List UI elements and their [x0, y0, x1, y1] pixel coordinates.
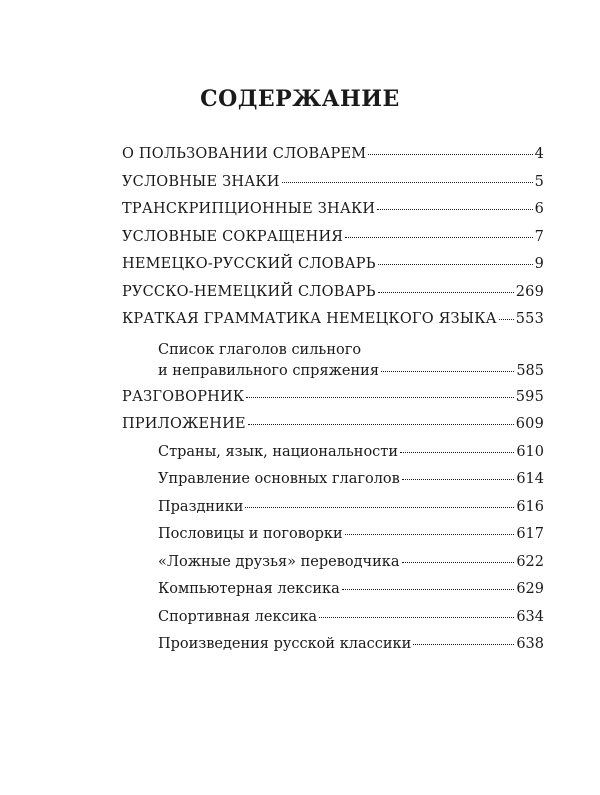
- toc-entry-label: Произведения русской классики: [158, 636, 412, 652]
- toc-entry-label: ПРИЛОЖЕНИЕ: [122, 416, 246, 432]
- toc-entry[interactable]: [122, 339, 544, 389]
- dot-leader: [345, 533, 515, 535]
- toc-entry[interactable]: [122, 581, 544, 609]
- toc-entry[interactable]: [122, 444, 544, 472]
- toc-entry[interactable]: [122, 471, 544, 499]
- dot-leader: [368, 153, 532, 155]
- toc-entry-page: 629: [516, 581, 544, 597]
- toc-entry-label: «Ложные друзья» переводчика: [158, 553, 400, 570]
- toc-entry-label: Управление основных глаголов: [158, 471, 400, 487]
- toc-entry[interactable]: [122, 416, 544, 444]
- dot-leader: [248, 423, 514, 425]
- toc-entry-label-line2: и неправильного спряжения: [158, 362, 379, 379]
- toc-entry[interactable]: [122, 554, 544, 582]
- dot-leader: [400, 451, 514, 453]
- toc-entry-label: О ПОЛЬЗОВАНИИ СЛОВАРЕМ: [122, 146, 367, 162]
- dot-leader: [342, 588, 515, 590]
- dot-leader: [413, 643, 514, 645]
- toc-entry[interactable]: [122, 311, 544, 339]
- toc-entry-label: УСЛОВНЫЕ СОКРАЩЕНИЯ: [122, 228, 344, 245]
- toc-entry[interactable]: [122, 256, 544, 284]
- toc-entry-page: 638: [516, 636, 544, 652]
- toc-entry-page: 4: [534, 146, 544, 162]
- toc-entry-page: 553: [515, 311, 544, 327]
- dot-leader: [319, 616, 514, 618]
- toc-entry-label: Пословицы и поговорки: [158, 526, 343, 542]
- toc-entry-label-line1: Список глаголов сильного: [158, 341, 362, 358]
- toc-entry-label: РАЗГОВОРНИК: [122, 388, 245, 405]
- page-title: СОДЕРЖАНИЕ: [200, 86, 400, 112]
- dot-leader: [402, 478, 514, 480]
- toc-entry-label: РУССКО-НЕМЕЦКИЙ СЛОВАРЬ: [122, 283, 376, 300]
- toc-entry-page: 617: [516, 526, 544, 542]
- dot-leader: [378, 263, 533, 265]
- toc-entry-label: Страны, язык, национальности: [158, 443, 398, 460]
- toc-entry[interactable]: [122, 499, 544, 527]
- toc-entry-page: 7: [534, 228, 544, 245]
- toc-entry[interactable]: [122, 201, 544, 229]
- dot-leader: [246, 396, 513, 398]
- toc-entry-page: 585: [516, 362, 544, 379]
- toc-entry-page: 609: [515, 416, 544, 432]
- dot-leader: [282, 181, 533, 183]
- toc-entry[interactable]: [122, 174, 544, 202]
- dot-leader: [377, 208, 532, 210]
- dot-leader: [345, 236, 532, 238]
- toc-entry-page: 595: [515, 388, 544, 405]
- table-of-contents: [122, 146, 544, 664]
- toc-entry-page: 616: [516, 498, 544, 515]
- toc-entry-page: 9: [534, 256, 544, 272]
- toc-entry-page: 5: [534, 173, 544, 190]
- dot-leader: [499, 318, 514, 320]
- toc-entry-page: 6: [534, 201, 544, 217]
- dot-leader: [402, 561, 515, 563]
- toc-entry-label: УСЛОВНЫЕ ЗНАКИ: [122, 173, 280, 190]
- toc-entry-page: 634: [516, 608, 544, 625]
- dot-leader: [245, 506, 514, 508]
- toc-entry[interactable]: [122, 284, 544, 312]
- dot-leader: [381, 370, 514, 372]
- toc-entry-page: 610: [516, 443, 544, 460]
- toc-entry[interactable]: [122, 146, 544, 174]
- toc-entry-label: КРАТКАЯ ГРАММАТИКА НЕМЕЦКОГО ЯЗЫКА: [122, 311, 497, 327]
- dot-leader: [378, 291, 514, 293]
- toc-entry-label: НЕМЕЦКО-РУССКИЙ СЛОВАРЬ: [122, 256, 376, 272]
- toc-entry-page: 269: [515, 283, 544, 300]
- toc-entry[interactable]: [122, 526, 544, 554]
- toc-entry[interactable]: [122, 389, 544, 417]
- toc-entry-page: 614: [516, 471, 544, 487]
- toc-entry[interactable]: [122, 229, 544, 257]
- toc-entry-page: 622: [516, 553, 544, 570]
- toc-entry-label: Спортивная лексика: [158, 608, 318, 625]
- toc-entry[interactable]: [122, 636, 544, 664]
- toc-entry-label: Компьютерная лексика: [158, 581, 340, 597]
- toc-entry-label: Праздники: [158, 498, 244, 515]
- toc-entry-label: ТРАНСКРИПЦИОННЫЕ ЗНАКИ: [122, 201, 376, 217]
- toc-entry[interactable]: [122, 609, 544, 637]
